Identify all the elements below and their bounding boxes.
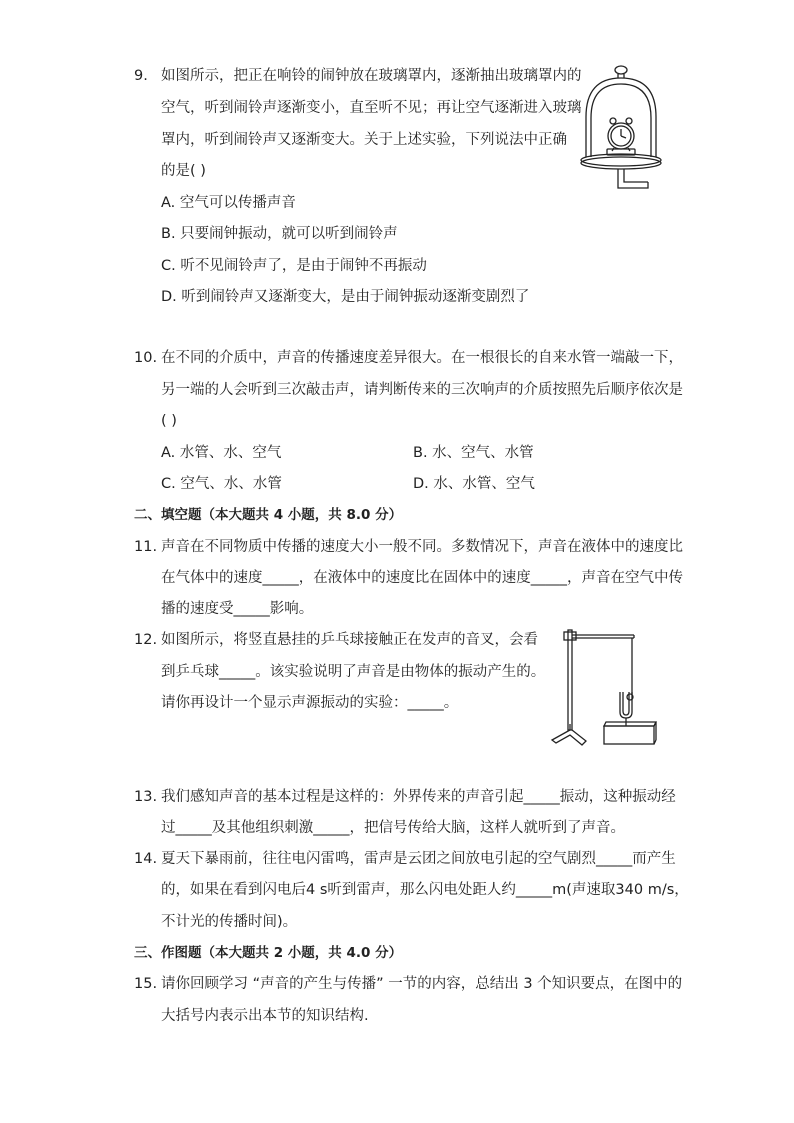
q11-line-3: 播的速度受_____影响。 — [161, 601, 314, 617]
q12-line-3: 请你再设计一个显示声源振动的实验：_____。 — [161, 695, 459, 711]
q9-number: 9. — [134, 68, 148, 84]
q10-stem-line-1: 在不同的介质中，声音的传播速度差异很大。在一根很长的自来水管一端敲一下， — [161, 350, 683, 366]
q11-line-2: 在气体中的速度_____，在液体中的速度比在固体中的速度_____，声音在空气中传 — [161, 570, 683, 586]
q10-option-c: C. 空气、水、水管 — [161, 476, 282, 492]
q9-stem-line-2: 空气，听到闹铃声逐渐变小，直至听不见；再让空气逐渐进入玻璃 — [161, 100, 582, 116]
q10-stem-line-2: 另一端的人会听到三次敲击声，请判断传来的三次响声的介质按照先后顺序依次是 — [161, 382, 683, 398]
q11-line-1: 声音在不同物质中传播的速度大小一般不同。多数情况下，声音在液体中的速度比 — [161, 539, 683, 555]
q13-number: 13. — [134, 789, 158, 805]
q12-line-1: 如图所示，将竖直悬挂的乒乓球接触正在发声的音叉，会看 — [161, 632, 538, 648]
q11-number: 11. — [134, 539, 158, 555]
q13-line-2: 过_____及其他组织刺激_____，把信号传给大脑，这样人就听到了声音。 — [161, 820, 625, 836]
q9-option-a: A. 空气可以传播声音 — [161, 195, 296, 211]
q9-option-c: C. 听不见闹铃声了，是由于闹钟不再振动 — [161, 258, 427, 274]
tuning-fork-figure — [548, 624, 662, 752]
q10-stem-line-3: ( ) — [161, 413, 177, 429]
q15-line-2: 大括号内表示出本节的知识结构. — [161, 1008, 369, 1024]
q15-line-1: 请你回顾学习 “声音的产生与传播” 一节的内容，总结出 3 个知识要点，在图中的 — [161, 976, 683, 992]
q9-option-b: B. 只要闹钟振动，就可以听到闹铃声 — [161, 226, 398, 242]
section-2-heading: 二、填空题（本大题共 4 小题，共 8.0 分） — [134, 507, 403, 523]
bell-jar-figure — [578, 62, 664, 202]
section-3-heading: 三、作图题（本大题共 2 小题，共 4.0 分） — [134, 945, 403, 961]
q9-option-d: D. 听到闹铃声又逐渐变大，是由于闹钟振动逐渐变剧烈了 — [161, 289, 530, 305]
q14-line-3: 不计光的传播时间)。 — [161, 914, 298, 930]
q12-number: 12. — [134, 632, 158, 648]
q14-number: 14. — [134, 851, 158, 867]
q15-number: 15. — [134, 976, 158, 992]
q9-stem-line-4: 的是( ) — [161, 163, 206, 179]
q10-option-d: D. 水、水管、空气 — [413, 476, 535, 492]
q10-number: 10. — [134, 350, 158, 366]
q9-stem-line-3: 罩内，听到闹铃声又逐渐变大。关于上述实验，下列说法中正确 — [161, 132, 567, 148]
q13-line-1: 我们感知声音的基本过程是这样的：外界传来的声音引起_____振动，这种振动经 — [161, 789, 676, 805]
q14-line-1: 夏天下暴雨前，往往电闪雷鸣，雷声是云团之间放电引起的空气剧烈_____而产生 — [161, 851, 676, 867]
q14-line-2: 的，如果在看到闪电后4 s听到雷声，那么闪电处距人约_____m(声速取340 m/s， — [161, 882, 689, 898]
q10-option-a: A. 水管、水、空气 — [161, 445, 282, 461]
q10-option-b: B. 水、空气、水管 — [413, 445, 534, 461]
q12-line-2: 到乒乓球_____。该实验说明了声音是由物体的振动产生的。 — [161, 664, 546, 680]
q9-stem-line-1: 如图所示，把正在响铃的闹钟放在玻璃罩内，逐渐抽出玻璃罩内的 — [161, 68, 582, 84]
